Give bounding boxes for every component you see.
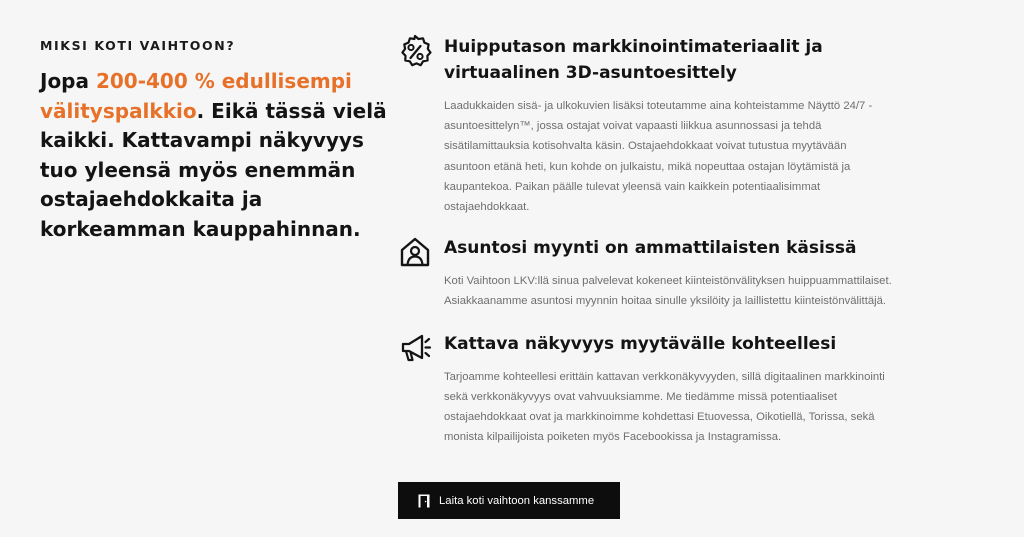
- cta-label: Laita koti vaihtoon kanssamme: [439, 494, 595, 507]
- feature-professionals: [398, 235, 898, 311]
- feature-visibility: [398, 331, 898, 448]
- feature-text: Laadukkaiden sisä- ja ulkokuvien lisäksi toteutamme aina kohteistamme Näyttö 24/7 -asuntoesittelyn™, jossa ostajat voivat vapaasti liikkua asunnossasi ja tehdä sisätilamittauksia kotisohvalta käsin. Ostajaehdokkaat voivat tutustua myytävään asuntoon etänä heti, kun kohde on julkaistu, mikä nopeuttaa ostajan löytämistä ja kaupantekoa. Paikan päälle tulevat yleensä vain kaikkein potentiaalisimmat ostajaehdokkaat.: [444, 100, 873, 214]
- headline-highlight: 200-400 % edullisempi välityspalkkio: [40, 69, 352, 123]
- feature-title: Kattava näkyvyys myytävälle kohteellesi: [444, 333, 837, 354]
- percent-badge-icon: [398, 34, 432, 68]
- megaphone-icon: [398, 331, 432, 365]
- cta-button[interactable]: [398, 482, 620, 519]
- headline-post: . Eikä tässä vielä kaikki. Kattavampi näkyvyys tuo yleensä myös enemmän ostajaehdokkaita ja korkeamman kauppahinnan.: [40, 98, 387, 241]
- intro-section: [40, 38, 390, 244]
- feature-title: Huipputason markkinointimateriaalit ja virtuaalinen 3D-asuntoesittely: [444, 37, 823, 83]
- house-person-icon: [398, 235, 432, 269]
- feature-title: Asuntosi myynti on ammattilaisten käsissä: [444, 238, 857, 259]
- door-icon: [418, 494, 430, 508]
- feature-marketing: [398, 34, 898, 217]
- section-headline: [40, 67, 390, 244]
- headline-pre: Jopa: [40, 69, 96, 93]
- features-list: [398, 34, 898, 447]
- section-eyebrow: MIKSI KOTI VAIHTOON?: [40, 38, 236, 53]
- feature-text: Koti Vaihtoon LKV:llä sinua palvelevat kokeneet kiinteistönvälityksen huippuammattilaiset. Asiakkaanamme asuntosi myynnin hoitaa sinulle yksilöity ja laillistettu kiinteistönvälittäjä.: [444, 275, 892, 308]
- feature-text: Tarjoamme kohteellesi erittäin kattavan verkkonäkyvyyden, sillä digitaalinen markkinointi sekä verkkonäkyvyys ovat vahvuuksiamme. Me tiedämme missä potentiaaliset ostajaehdokkaat ovat ja markkinoimme kohdettasi Etuovessa, Oikotiellä, Torissa, sekä monista kilpailijoista poiketen myös Facebookissa ja Instagramissa.: [444, 370, 885, 444]
